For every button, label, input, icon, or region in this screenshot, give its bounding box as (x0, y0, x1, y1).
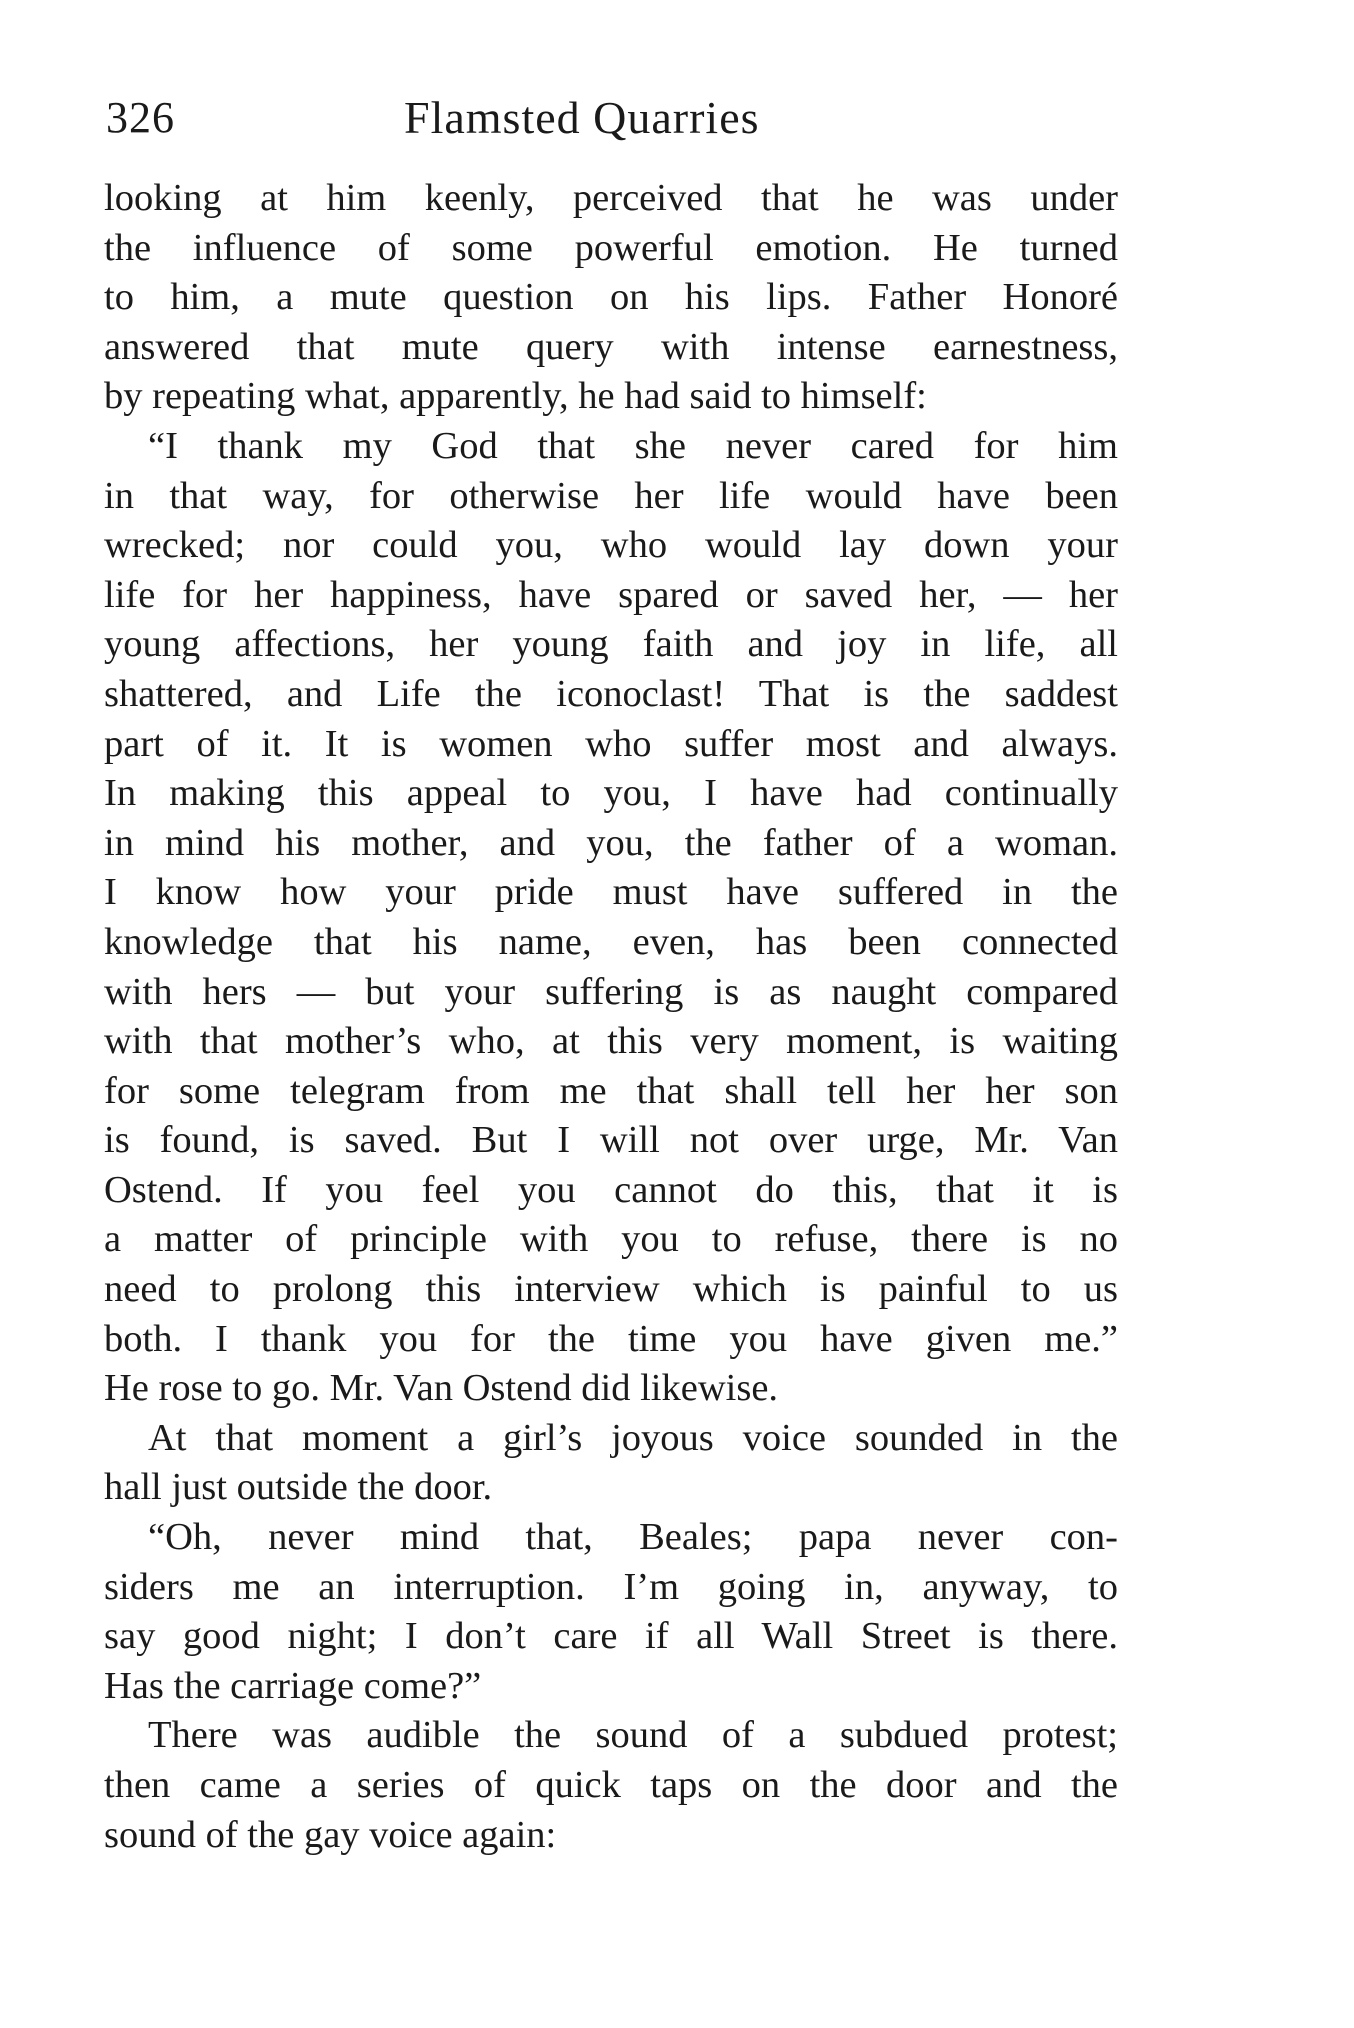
text-line: part of it. It is women who suffer most and always. (104, 722, 1118, 765)
text-line: young affections, her young faith and joy in life, all (104, 623, 1118, 666)
text-line: I know how your pride must have suffered in the (104, 871, 1118, 914)
text-line: looking at him keenly, perceived that he was under (104, 177, 1118, 219)
text-line: wrecked; nor could you, who would lay down your (104, 524, 1118, 567)
text-line: At that moment a girl’s joyous voice sounded in the (148, 1416, 1118, 1459)
text-line: to him, a mute question on his lips. Father Honoré (104, 276, 1118, 319)
text-line: sound of the gay voice again: (104, 1813, 557, 1856)
text-line: He rose to go. Mr. Van Ostend did likewise. (104, 1367, 779, 1410)
text-line: in mind his mother, and you, the father of a woman. (104, 821, 1118, 864)
text-line: life for her happiness, have spared or saved her, — her (104, 573, 1118, 616)
text-line: answered that mute query with intense earnestness, (104, 325, 1118, 368)
text-line: by repeating what, apparently, he had said to himself: (104, 375, 927, 418)
text-line: is found, is saved. But I will not over urge, Mr. Van (104, 1119, 1118, 1162)
text-line: “Oh, never mind that, Beales; papa never con- (148, 1516, 1118, 1559)
text-line: Has the carriage come?” (104, 1664, 482, 1707)
text-line: hall just outside the door. (104, 1466, 493, 1509)
text-line: knowledge that his name, even, has been connected (104, 920, 1118, 963)
text-line: shattered, and Life the iconoclast! That is the saddest (104, 672, 1118, 715)
page-number: 326 (106, 93, 175, 142)
text-line: Ostend. If you feel you cannot do this, that it is (104, 1168, 1118, 1211)
text-line: siders me an interruption. I’m going in, anyway, to (104, 1565, 1118, 1608)
text-line: for some telegram from me that shall tell her her son (104, 1069, 1118, 1112)
text-line: need to prolong this interview which is painful to us (104, 1268, 1118, 1311)
text-line: the influence of some powerful emotion. He turned (104, 226, 1118, 269)
text-line: a matter of principle with you to refuse, there is no (104, 1218, 1118, 1261)
text-line: In making this appeal to you, I have had continually (104, 772, 1118, 815)
text-line: with hers — but your suffering is as naught compared (104, 970, 1118, 1013)
text-line: There was audible the sound of a subdued protest; (148, 1714, 1118, 1757)
body-text (104, 174, 1118, 1860)
text-line: both. I thank you for the time you have given me.” (104, 1317, 1118, 1360)
running-title: Flamsted Quarries (404, 92, 760, 143)
text-line: with that mother’s who, at this very moment, is waiting (104, 1020, 1118, 1063)
text-line: in that way, for otherwise her life would have been (104, 474, 1118, 517)
page-header (104, 88, 1114, 148)
text-line: then came a series of quick taps on the door and the (104, 1764, 1118, 1806)
text-line: say good night; I don’t care if all Wall Street is there. (104, 1615, 1118, 1658)
text-line: “I thank my God that she never cared for him (148, 424, 1118, 467)
